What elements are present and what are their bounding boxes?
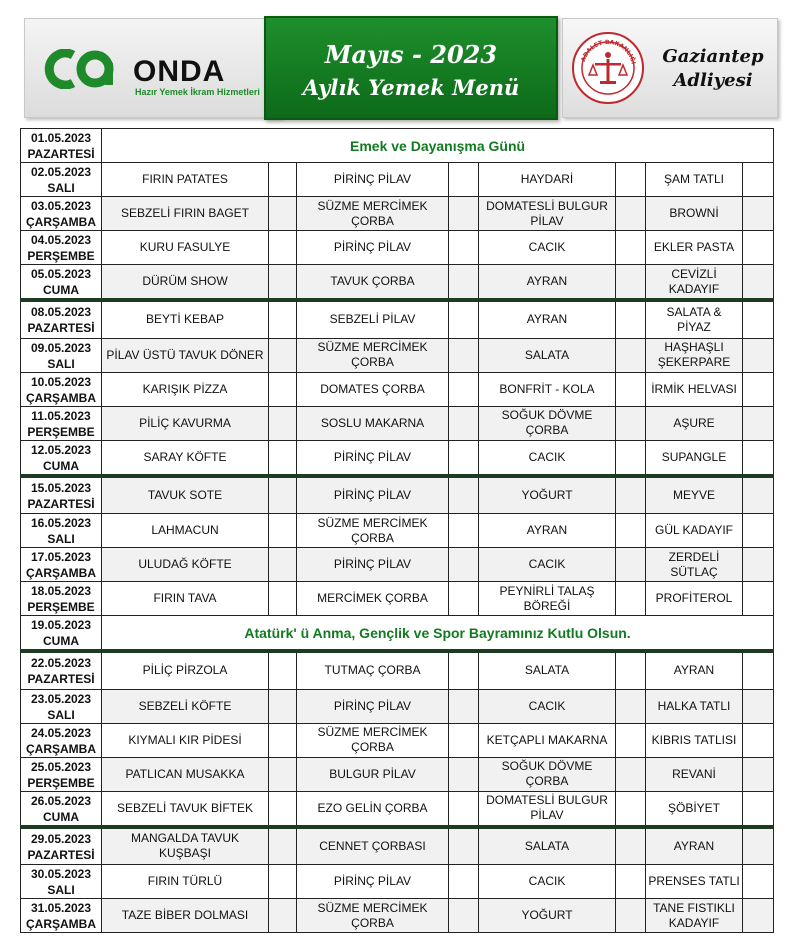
main-dish-cell: KURU FASULYE <box>102 231 269 265</box>
menu-date-cell <box>21 300 102 338</box>
main-dish-cell: FIRIN TÜRLÜ <box>102 865 269 899</box>
menu-date-cell <box>21 791 102 827</box>
empty-cell <box>743 723 774 757</box>
empty-cell <box>269 338 297 372</box>
empty-cell <box>269 406 297 440</box>
empty-cell <box>616 651 646 689</box>
soup-or-side-cell: PİRİNÇ PİLAV <box>297 548 449 582</box>
empty-cell <box>269 582 297 616</box>
dessert-cell: İRMİK HELVASI <box>646 372 743 406</box>
menu-date-cell <box>21 231 102 265</box>
menu-date: 18.05.2023 <box>30 584 92 598</box>
menu-date: 29.05.2023 <box>30 831 92 846</box>
empty-cell <box>616 476 646 514</box>
empty-cell <box>743 300 774 338</box>
empty-cell <box>269 865 297 899</box>
menu-row <box>21 582 774 616</box>
empty-cell <box>616 372 646 406</box>
empty-cell <box>269 899 297 933</box>
empty-cell <box>743 791 774 827</box>
menu-date-cell <box>21 129 102 163</box>
empty-cell <box>743 651 774 689</box>
menu-row <box>21 197 774 231</box>
empty-cell <box>449 440 479 476</box>
logo-tagline: Hazır Yemek İkram Hizmetleri <box>135 87 260 97</box>
soup-or-side-cell: PİRİNÇ PİLAV <box>297 865 449 899</box>
holiday-row <box>21 616 774 652</box>
menu-weekday: SALI <box>47 181 75 195</box>
empty-cell <box>269 827 297 865</box>
soup-or-side-cell: BULGUR PİLAV <box>297 757 449 791</box>
menu-date-cell <box>21 616 102 652</box>
empty-cell <box>269 723 297 757</box>
main-dish-cell: PİLİÇ KAVURMA <box>102 406 269 440</box>
menu-weekday: PERŞEMBE <box>27 424 95 439</box>
empty-cell <box>616 791 646 827</box>
side-dish-cell: SALATA <box>479 338 616 372</box>
empty-cell <box>449 197 479 231</box>
empty-cell <box>743 865 774 899</box>
empty-cell <box>269 514 297 548</box>
empty-cell <box>449 163 479 197</box>
dessert-cell: ZERDELİ SÜTLAÇ <box>646 548 743 582</box>
menu-date-cell <box>21 757 102 791</box>
menu-row <box>21 372 774 406</box>
empty-cell <box>743 514 774 548</box>
empty-cell <box>616 827 646 865</box>
menu-row <box>21 231 774 265</box>
menu-weekday: ÇARŞAMBA <box>26 390 96 405</box>
side-dish-cell: YOĞURT <box>479 476 616 514</box>
menu-weekday: ÇARŞAMBA <box>26 566 96 580</box>
empty-cell <box>449 265 479 301</box>
menu-date-cell <box>21 651 102 689</box>
empty-cell <box>743 827 774 865</box>
dessert-cell: PROFİTEROL <box>646 582 743 616</box>
soup-or-side-cell: CENNET ÇORBASI <box>297 827 449 865</box>
menu-date: 26.05.2023 <box>30 793 92 808</box>
dessert-cell: AŞURE <box>646 406 743 440</box>
soup-or-side-cell: TUTMAÇ ÇORBA <box>297 651 449 689</box>
empty-cell <box>616 231 646 265</box>
dessert-cell: HALKA TATLI <box>646 689 743 723</box>
main-dish-cell: SEBZELİ KÖFTE <box>102 689 269 723</box>
empty-cell <box>269 265 297 301</box>
empty-cell <box>449 548 479 582</box>
dessert-cell: CEVİZLİ KADAYIF <box>646 265 743 301</box>
side-dish-cell: SOĞUK DÖVME ÇORBA <box>479 406 616 440</box>
menu-title-banner <box>264 16 558 120</box>
side-dish-cell: DOMATESLİ BULGUR PİLAV <box>479 791 616 827</box>
holiday-note: Emek ve Dayanışma Günü <box>102 129 774 163</box>
menu-row <box>21 689 774 723</box>
menu-date-cell <box>21 827 102 865</box>
dessert-cell: REVANİ <box>646 757 743 791</box>
side-dish-cell: CACIK <box>479 231 616 265</box>
main-dish-cell: TAVUK SOTE <box>102 476 269 514</box>
menu-row <box>21 476 774 514</box>
soup-or-side-cell: DOMATES ÇORBA <box>297 372 449 406</box>
menu-weekday: SALI <box>47 707 75 722</box>
page-header <box>20 14 780 124</box>
menu-weekday: PAZARTESİ <box>27 147 95 161</box>
menu-date: 16.05.2023 <box>30 516 92 530</box>
onda-logo-icon <box>43 49 127 89</box>
menu-date: 25.05.2023 <box>30 759 92 774</box>
empty-cell <box>449 582 479 616</box>
main-dish-cell: BEYTİ KEBAP <box>102 300 269 338</box>
empty-cell <box>616 440 646 476</box>
menu-weekday: PAZARTESİ <box>27 496 95 511</box>
main-dish-cell: ULUDAĞ KÖFTE <box>102 548 269 582</box>
soup-or-side-cell: SÜZME MERCİMEK ÇORBA <box>297 338 449 372</box>
institution-name <box>653 45 773 93</box>
dessert-cell: AYRAN <box>646 827 743 865</box>
empty-cell <box>449 231 479 265</box>
institution-line-1: Gaziantep <box>662 46 764 67</box>
soup-or-side-cell: SÜZME MERCİMEK ÇORBA <box>297 514 449 548</box>
empty-cell <box>449 757 479 791</box>
empty-cell <box>616 582 646 616</box>
dessert-cell: SALATA & PİYAZ <box>646 300 743 338</box>
empty-cell <box>743 582 774 616</box>
side-dish-cell: YOĞURT <box>479 899 616 933</box>
side-dish-cell: AYRAN <box>479 300 616 338</box>
menu-row <box>21 338 774 372</box>
empty-cell <box>616 338 646 372</box>
main-dish-cell: PATLICAN MUSAKKA <box>102 757 269 791</box>
empty-cell <box>616 197 646 231</box>
menu-row <box>21 300 774 338</box>
menu-row <box>21 163 774 197</box>
menu-date-cell <box>21 514 102 548</box>
empty-cell <box>449 791 479 827</box>
menu-row <box>21 757 774 791</box>
menu-date-cell <box>21 865 102 899</box>
menu-weekday: CUMA <box>43 809 79 824</box>
dessert-cell: PRENSES TATLI <box>646 865 743 899</box>
empty-cell <box>743 338 774 372</box>
menu-date: 23.05.2023 <box>30 691 92 706</box>
menu-row <box>21 899 774 933</box>
menu-date: 15.05.2023 <box>30 480 92 495</box>
menu-date-cell <box>21 723 102 757</box>
dessert-cell: MEYVE <box>646 476 743 514</box>
empty-cell <box>269 372 297 406</box>
menu-row <box>21 791 774 827</box>
empty-cell <box>269 163 297 197</box>
empty-cell <box>743 372 774 406</box>
menu-date-cell <box>21 899 102 933</box>
soup-or-side-cell: MERCİMEK ÇORBA <box>297 582 449 616</box>
dessert-cell: SUPANGLE <box>646 440 743 476</box>
empty-cell <box>449 899 479 933</box>
menu-weekday: SALI <box>47 356 75 371</box>
menu-date: 19.05.2023 <box>30 618 92 632</box>
menu-date-cell <box>21 406 102 440</box>
menu-weekday: PERŞEMBE <box>27 600 95 614</box>
menu-date: 08.05.2023 <box>30 305 92 320</box>
empty-cell <box>743 265 774 301</box>
holiday-row <box>21 129 774 163</box>
soup-or-side-cell: PİRİNÇ PİLAV <box>297 440 449 476</box>
menu-date: 01.05.2023 <box>30 131 92 145</box>
soup-or-side-cell: PİRİNÇ PİLAV <box>297 689 449 723</box>
empty-cell <box>449 476 479 514</box>
empty-cell <box>743 689 774 723</box>
empty-cell <box>743 476 774 514</box>
menu-weekday: CUMA <box>43 458 79 473</box>
side-dish-cell: HAYDARİ <box>479 163 616 197</box>
institution-line-2: Adliyesi <box>673 70 753 91</box>
holiday-note: Atatürk' ü Anma, Gençlik ve Spor Bayramınız Kutlu Olsun. <box>102 616 774 652</box>
empty-cell <box>616 899 646 933</box>
empty-cell <box>449 827 479 865</box>
main-dish-cell: KIYMALI KIR PİDESİ <box>102 723 269 757</box>
empty-cell <box>269 197 297 231</box>
menu-date-cell <box>21 689 102 723</box>
empty-cell <box>743 757 774 791</box>
empty-cell <box>449 514 479 548</box>
main-dish-cell: KARIŞIK PİZZA <box>102 372 269 406</box>
main-dish-cell: DÜRÜM SHOW <box>102 265 269 301</box>
dessert-cell: AYRAN <box>646 651 743 689</box>
soup-or-side-cell: SEBZELİ PİLAV <box>297 300 449 338</box>
menu-date: 31.05.2023 <box>30 901 92 915</box>
side-dish-cell: AYRAN <box>479 265 616 301</box>
main-dish-cell: FIRIN PATATES <box>102 163 269 197</box>
side-dish-cell: CACIK <box>479 548 616 582</box>
main-dish-cell: FIRIN TAVA <box>102 582 269 616</box>
side-dish-cell: CACIK <box>479 440 616 476</box>
menu-weekday: SALI <box>47 883 75 897</box>
menu-row <box>21 865 774 899</box>
side-dish-cell: SALATA <box>479 651 616 689</box>
menu-date: 02.05.2023 <box>30 165 92 179</box>
dessert-cell: HAŞHAŞLI ŞEKERPARE <box>646 338 743 372</box>
dessert-cell: GÜL KADAYIF <box>646 514 743 548</box>
main-dish-cell: LAHMACUN <box>102 514 269 548</box>
menu-weekday: PAZARTESİ <box>27 847 95 862</box>
menu-month-title: Mayıs - 2023 <box>324 40 498 69</box>
empty-cell <box>743 440 774 476</box>
empty-cell <box>616 689 646 723</box>
empty-cell <box>449 865 479 899</box>
seal-text: ADALET BAKANLIĞI <box>579 38 637 65</box>
dessert-cell: BROWNİ <box>646 197 743 231</box>
empty-cell <box>743 231 774 265</box>
soup-or-side-cell: PİRİNÇ PİLAV <box>297 163 449 197</box>
side-dish-cell: CACIK <box>479 865 616 899</box>
empty-cell <box>269 440 297 476</box>
menu-subtitle: Aylık Yemek Menü <box>302 75 520 100</box>
empty-cell <box>449 689 479 723</box>
main-dish-cell: SEBZELİ TAVUK BİFTEK <box>102 791 269 827</box>
empty-cell <box>616 548 646 582</box>
menu-date: 11.05.2023 <box>31 408 91 423</box>
menu-date: 09.05.2023 <box>30 340 92 355</box>
main-dish-cell: SEBZELİ FIRIN BAGET <box>102 197 269 231</box>
soup-or-side-cell: PİRİNÇ PİLAV <box>297 476 449 514</box>
empty-cell <box>616 406 646 440</box>
menu-date-cell <box>21 265 102 301</box>
side-dish-cell: SALATA <box>479 827 616 865</box>
menu-date: 04.05.2023 <box>30 233 92 247</box>
menu-weekday: PAZARTESİ <box>27 672 95 687</box>
empty-cell <box>269 231 297 265</box>
empty-cell <box>743 548 774 582</box>
menu-date-cell <box>21 338 102 372</box>
side-dish-cell: CACIK <box>479 689 616 723</box>
main-dish-cell: MANGALDA TAVUK KUŞBAŞI <box>102 827 269 865</box>
soup-or-side-cell: SÜZME MERCİMEK ÇORBA <box>297 197 449 231</box>
empty-cell <box>269 548 297 582</box>
menu-date: 03.05.2023 <box>30 199 92 213</box>
menu-weekday: CUMA <box>43 634 79 648</box>
onda-logo <box>24 18 282 118</box>
side-dish-cell: SOĞUK DÖVME ÇORBA <box>479 757 616 791</box>
menu-date: 24.05.2023 <box>30 725 92 740</box>
monthly-menu-table <box>20 128 774 933</box>
menu-weekday: ÇARŞAMBA <box>26 917 96 931</box>
empty-cell <box>269 791 297 827</box>
menu-date: 05.05.2023 <box>30 267 92 281</box>
empty-cell <box>743 197 774 231</box>
empty-cell <box>449 300 479 338</box>
empty-cell <box>449 406 479 440</box>
menu-date: 30.05.2023 <box>30 867 92 881</box>
menu-date: 10.05.2023 <box>30 374 92 389</box>
main-dish-cell: TAZE BİBER DOLMASI <box>102 899 269 933</box>
side-dish-cell: PEYNİRLİ TALAŞ BÖREĞİ <box>479 582 616 616</box>
menu-date-cell <box>21 163 102 197</box>
side-dish-cell: BONFRİT - KOLA <box>479 372 616 406</box>
menu-row <box>21 406 774 440</box>
menu-date-cell <box>21 197 102 231</box>
empty-cell <box>616 723 646 757</box>
menu-row <box>21 440 774 476</box>
menu-weekday: ÇARŞAMBA <box>26 741 96 756</box>
empty-cell <box>616 757 646 791</box>
empty-cell <box>449 338 479 372</box>
menu-weekday: PERŞEMBE <box>27 775 95 790</box>
menu-row <box>21 651 774 689</box>
empty-cell <box>449 723 479 757</box>
side-dish-cell: KETÇAPLI MAKARNA <box>479 723 616 757</box>
soup-or-side-cell: PİRİNÇ PİLAV <box>297 231 449 265</box>
dessert-cell: EKLER PASTA <box>646 231 743 265</box>
ministry-seal-icon <box>571 31 645 105</box>
empty-cell <box>616 300 646 338</box>
main-dish-cell: PİLAV ÜSTÜ TAVUK DÖNER <box>102 338 269 372</box>
empty-cell <box>449 372 479 406</box>
soup-or-side-cell: EZO GELİN ÇORBA <box>297 791 449 827</box>
empty-cell <box>743 163 774 197</box>
empty-cell <box>743 406 774 440</box>
menu-row <box>21 265 774 301</box>
soup-or-side-cell: SÜZME MERCİMEK ÇORBA <box>297 723 449 757</box>
menu-weekday: PERŞEMBE <box>27 249 95 263</box>
menu-date-cell <box>21 548 102 582</box>
empty-cell <box>616 514 646 548</box>
dessert-cell: ŞAM TATLI <box>646 163 743 197</box>
main-dish-cell: PİLİÇ PİRZOLA <box>102 651 269 689</box>
menu-weekday: PAZARTESİ <box>27 321 95 336</box>
empty-cell <box>616 265 646 301</box>
empty-cell <box>269 476 297 514</box>
dessert-cell: ŞÖBİYET <box>646 791 743 827</box>
menu-row <box>21 548 774 582</box>
empty-cell <box>743 899 774 933</box>
menu-date: 12.05.2023 <box>30 442 92 457</box>
menu-row <box>21 723 774 757</box>
main-dish-cell: SARAY KÖFTE <box>102 440 269 476</box>
empty-cell <box>449 651 479 689</box>
menu-date-cell <box>21 476 102 514</box>
menu-date: 22.05.2023 <box>30 656 92 671</box>
soup-or-side-cell: SOSLU MAKARNA <box>297 406 449 440</box>
menu-date: 17.05.2023 <box>30 550 92 564</box>
menu-row <box>21 514 774 548</box>
menu-date-cell <box>21 372 102 406</box>
menu-weekday: SALI <box>47 532 75 546</box>
menu-table-body <box>21 129 774 933</box>
empty-cell <box>269 757 297 791</box>
menu-date-cell <box>21 582 102 616</box>
side-dish-cell: DOMATESLİ BULGUR PİLAV <box>479 197 616 231</box>
menu-row <box>21 827 774 865</box>
dessert-cell: KIBRIS TATLISI <box>646 723 743 757</box>
empty-cell <box>269 651 297 689</box>
empty-cell <box>269 689 297 723</box>
dessert-cell: TANE FISTIKLI KADAYIF <box>646 899 743 933</box>
empty-cell <box>616 865 646 899</box>
empty-cell <box>616 163 646 197</box>
empty-cell <box>269 300 297 338</box>
soup-or-side-cell: SÜZME MERCİMEK ÇORBA <box>297 899 449 933</box>
logo-brand: ONDA <box>133 55 226 88</box>
menu-weekday: ÇARŞAMBA <box>26 215 96 229</box>
menu-date-cell <box>21 440 102 476</box>
menu-weekday: CUMA <box>43 283 79 297</box>
soup-or-side-cell: TAVUK ÇORBA <box>297 265 449 301</box>
institution-box <box>562 18 778 118</box>
side-dish-cell: AYRAN <box>479 514 616 548</box>
